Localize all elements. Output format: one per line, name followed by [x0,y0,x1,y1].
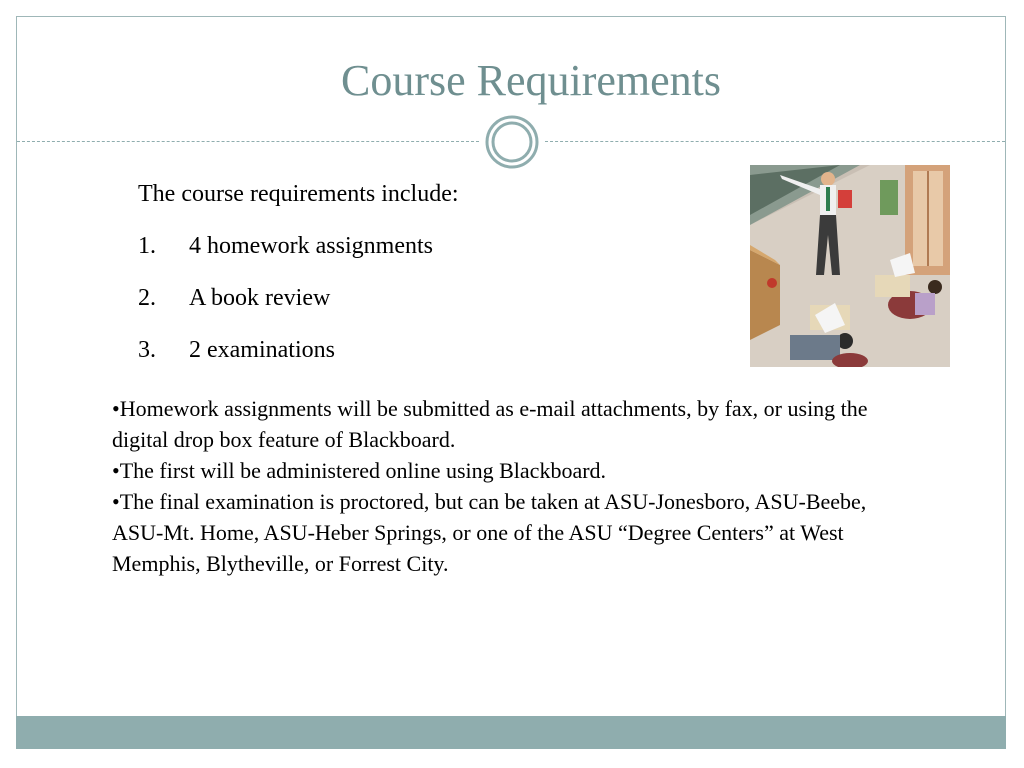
note-homework: •Homework assignments will be submitted as e-mail attachments, by fax, or using the digital drop box feature of Blackboard. [112,396,868,452]
list-item [138,230,433,282]
slide-title: Course Requirements [340,56,722,105]
bottom-band [16,716,1006,749]
classroom-clipart-image [750,165,950,367]
divider-right [545,141,1005,142]
intro-text: The course requirements include: [138,181,459,207]
list-number: 2. [138,285,156,311]
circle-ornament-icon [484,114,540,170]
list-item [138,334,433,386]
note-final-exam: •The final examination is proctored, but can be taken at ASU-Jonesboro, ASU-Beebe, ASU-Mt. Home, ASU-Heber Springs, or one of the ASU “Degree Centers” at West Memphis, Blytheville, or Forrest City. [112,489,867,576]
list-text: 2 examinations [189,337,335,363]
requirements-list [138,230,433,386]
list-number: 3. [138,337,156,363]
note-first-exam: •The first will be administered online using Blackboard. [112,458,607,483]
list-item [138,282,433,334]
divider-left [17,141,479,142]
notes-block [112,393,872,579]
list-text: 4 homework assignments [189,233,433,259]
list-text: A book review [189,285,331,311]
list-number: 1. [138,233,156,259]
